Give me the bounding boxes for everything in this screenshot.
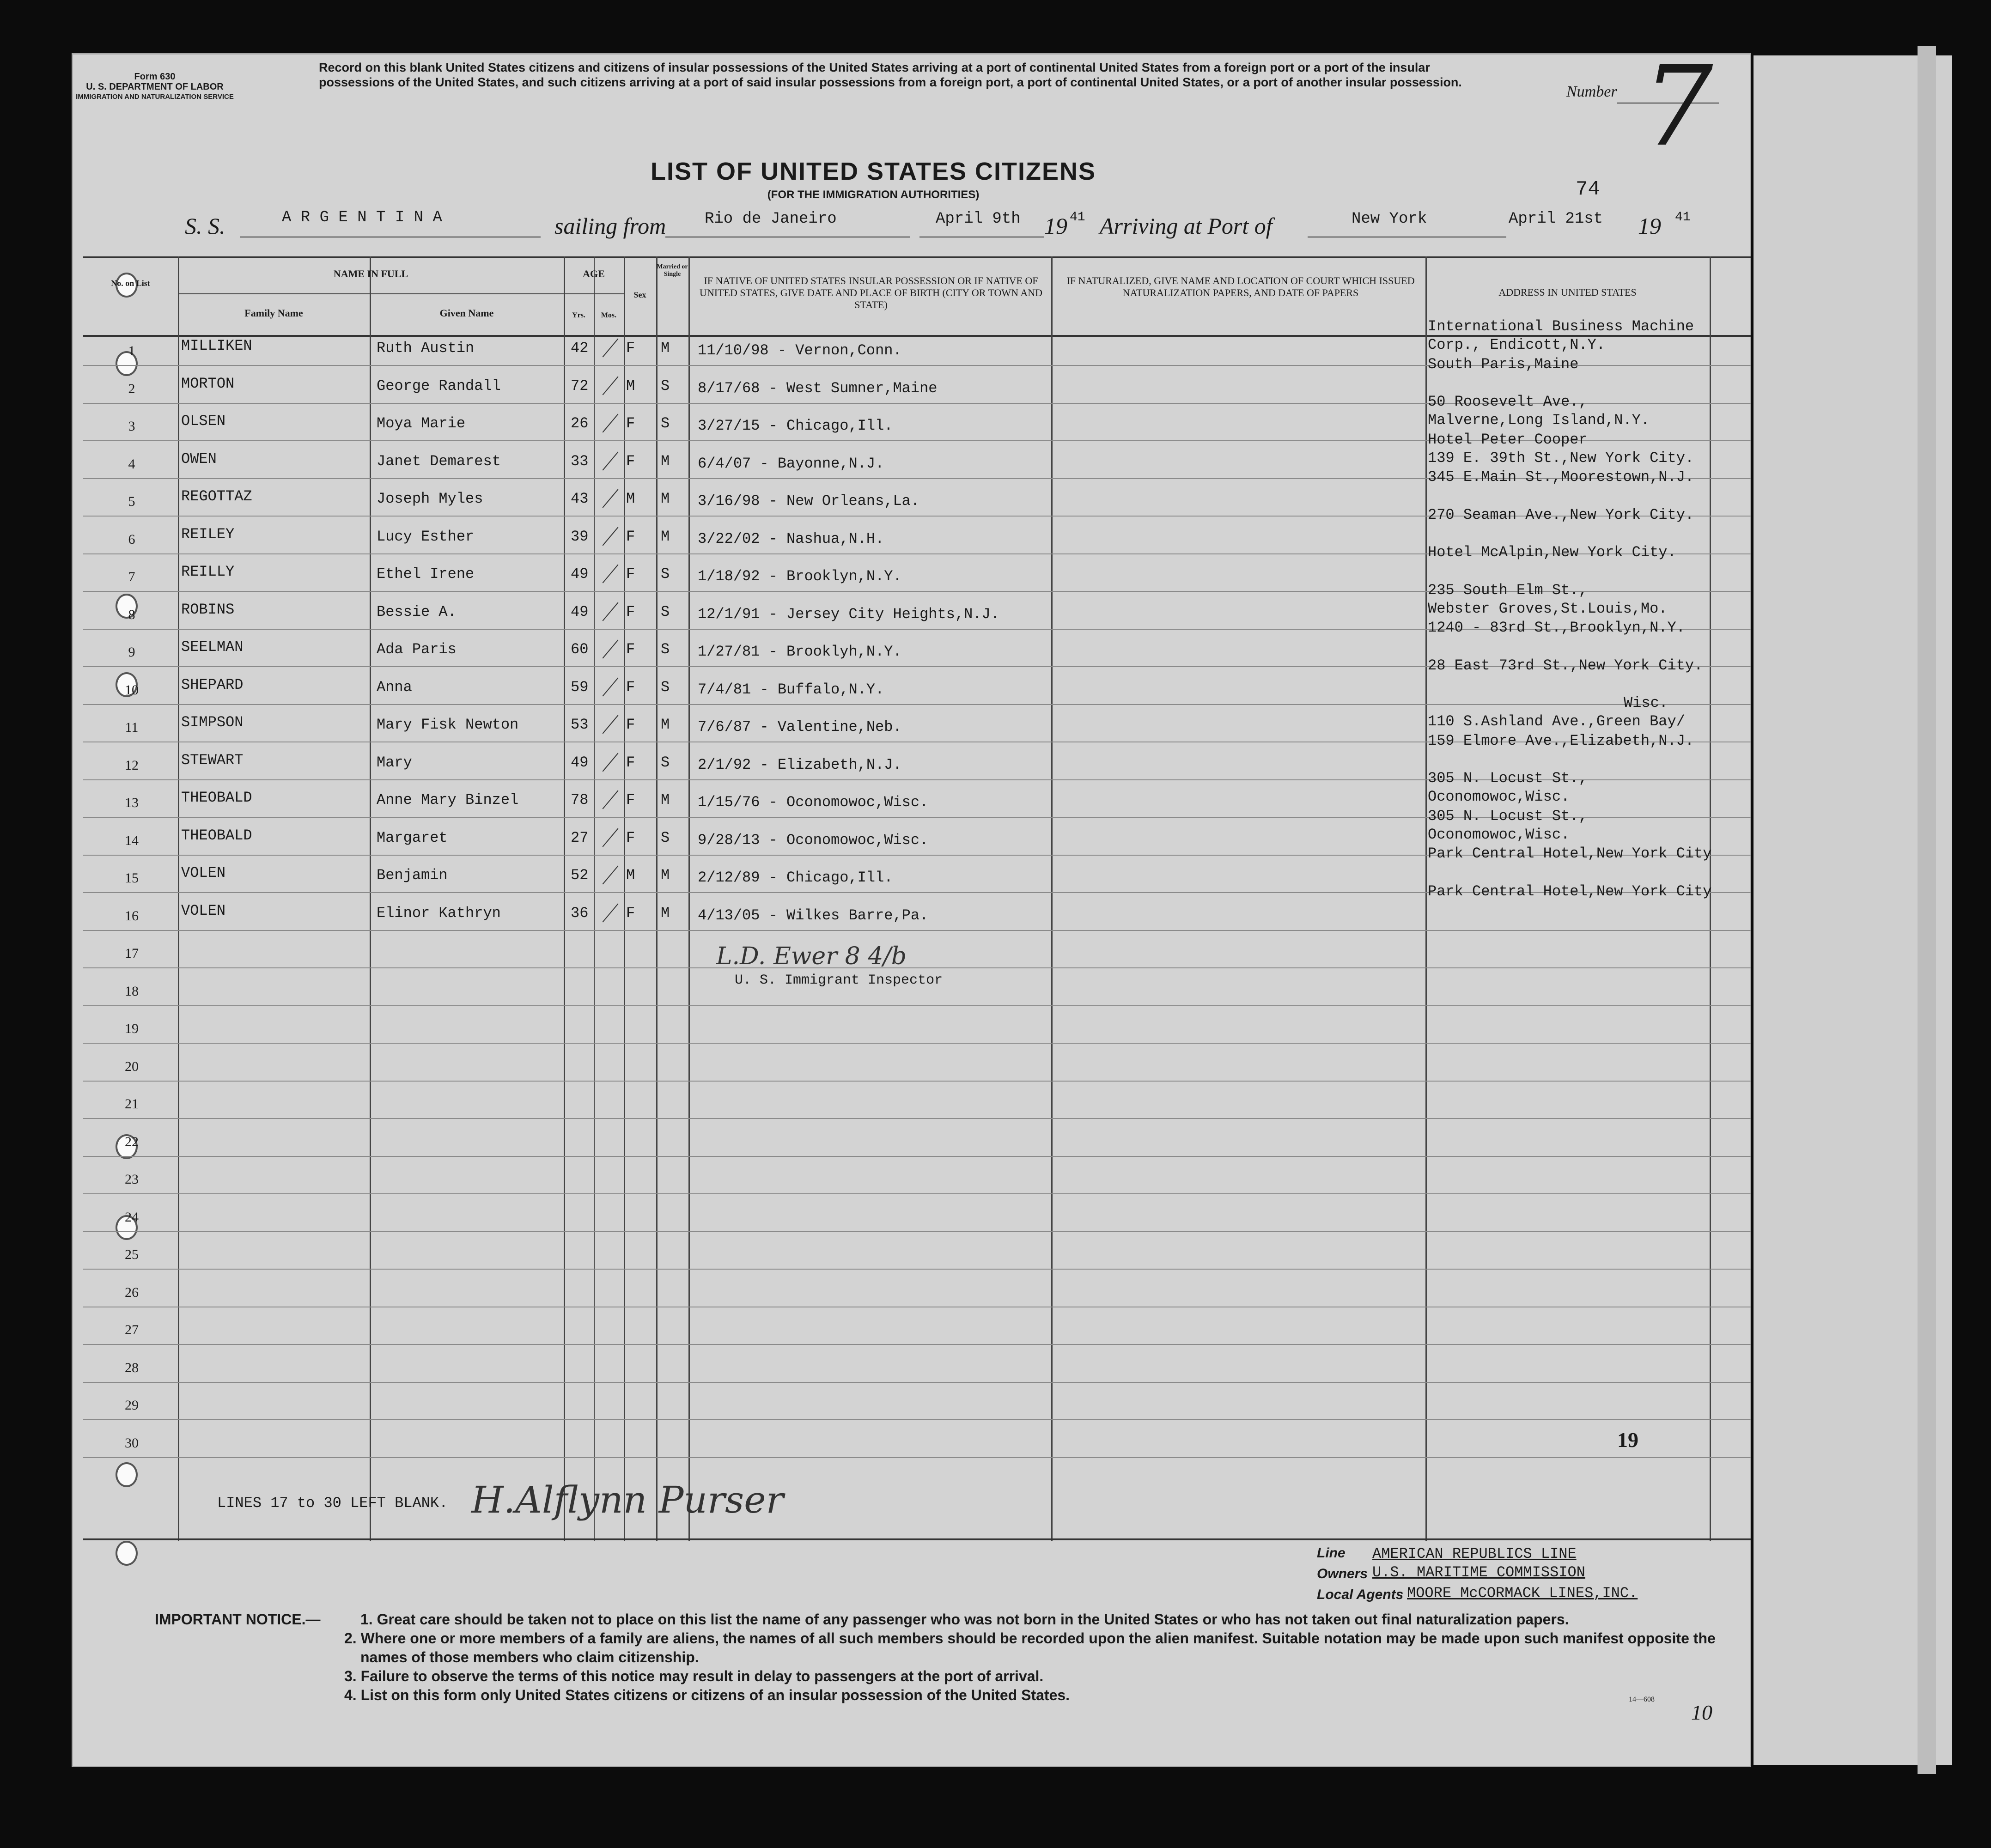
header-native: IF NATIVE OF UNITED STATES INSULAR POSSESSION OR IF NATIVE OF UNITED STATES, GIVE DATE AND PLACE OF BIRTH (CITY OR TOWN AND STATE) [699, 275, 1043, 310]
given-name: Ada Paris [377, 641, 457, 658]
family-name: MORTON [181, 375, 235, 392]
row-rule [83, 1382, 1751, 1383]
address-line-2: Oconomowoc,Wisc. [1428, 826, 1570, 843]
address-line-2: 110 S.Ashland Ave.,Green Bay/ [1428, 713, 1685, 730]
address [1428, 845, 1712, 863]
age-subheader-rule [564, 293, 624, 294]
address [1428, 807, 1588, 844]
given-name: Bessie A. [377, 603, 457, 620]
family-name: REGOTTAZ [181, 488, 252, 505]
marital-status: M [661, 867, 670, 884]
line-number: 23 [125, 1172, 139, 1187]
sex: F [626, 791, 635, 808]
address [1428, 769, 1588, 806]
family-name: VOLEN [181, 864, 226, 881]
line-number: 29 [125, 1398, 139, 1413]
row-rule [83, 1344, 1751, 1345]
birth-date-place: 12/1/91 - Jersey City Heights,N.J. [698, 605, 999, 623]
line-number: 30 [125, 1435, 139, 1451]
line-number: 18 [125, 983, 139, 999]
family-name: OLSEN [181, 413, 226, 430]
address [1428, 732, 1694, 750]
row-rule [83, 1193, 1751, 1194]
address-line-2: 139 E. 39th St.,New York City. [1428, 449, 1694, 467]
line-label: Line [1317, 1545, 1346, 1561]
family-name: SHEPARD [181, 676, 244, 693]
age-years: 36 [571, 904, 589, 922]
header-sex: Sex [633, 290, 646, 299]
table-top-rule [83, 256, 1751, 258]
age-years: 39 [571, 528, 589, 545]
birth-date-place: 2/1/92 - Elizabeth,N.J. [698, 756, 902, 773]
birth-date-place: 1/18/92 - Brooklyn,N.Y. [698, 568, 902, 585]
age-years: 53 [571, 716, 589, 733]
address-line-1: Wisc. [1623, 694, 1668, 711]
birth-date-place: 7/6/87 - Valentine,Neb. [698, 718, 902, 736]
row-rule [83, 1005, 1751, 1006]
marital-status: M [661, 490, 670, 507]
header-address: ADDRESS IN UNITED STATES [1498, 286, 1637, 298]
row-rule [83, 1156, 1751, 1157]
owners-label: Owners [1317, 1566, 1368, 1581]
line-value: AMERICAN REPUBLICS LINE [1372, 1545, 1577, 1562]
marital-status: M [661, 340, 670, 357]
age-years: 49 [571, 754, 589, 771]
line-number: 5 [128, 494, 135, 509]
sex: F [626, 754, 635, 771]
line-number: 11 [125, 720, 139, 735]
family-name: REILLY [181, 563, 235, 580]
form-number: Form 630 [134, 72, 176, 82]
given-name: Moya Marie [377, 415, 466, 432]
line-number: 24 [125, 1209, 139, 1225]
year2-prefix: 19 [1638, 213, 1661, 239]
col-divider [370, 256, 371, 1541]
arrive-date: April 21st [1509, 210, 1603, 228]
address [1428, 882, 1712, 901]
important-notice [155, 1610, 1717, 1705]
line-number: 7 [128, 569, 135, 584]
family-name: SEELMAN [181, 638, 244, 656]
birth-date-place: 9/28/13 - Oconomowoc,Wisc. [698, 831, 929, 849]
sex: F [626, 904, 635, 922]
row-rule [83, 1118, 1751, 1119]
sex: M [626, 867, 635, 884]
line-number: 22 [125, 1134, 139, 1149]
header-mos: Mos. [601, 311, 617, 319]
given-name: Margaret [377, 829, 448, 846]
age-years: 72 [571, 377, 589, 395]
line-number: 27 [125, 1322, 139, 1337]
address [1428, 393, 1650, 430]
line-number: 17 [125, 946, 139, 961]
age-years: 43 [571, 490, 589, 507]
address [1428, 694, 1685, 731]
col-divider [564, 256, 565, 1541]
marital-status: S [661, 754, 670, 771]
page-title: LIST OF UNITED STATES CITIZENS [651, 158, 1096, 185]
stamp-number: 74 [1576, 178, 1600, 201]
age-years: 49 [571, 603, 589, 620]
address-line-1: 235 South Elm St., [1428, 581, 1588, 599]
year1-suffix: 41 [1070, 210, 1085, 225]
arriving-label: Arriving at Port of [1100, 213, 1273, 239]
header-naturalized: IF NATURALIZED, GIVE NAME AND LOCATION OF COURT WHICH ISSUED NATURALIZATION PAPERS, AND DATE OF PAPERS [1066, 275, 1415, 298]
family-name: REILEY [181, 525, 235, 543]
ship-name: A R G E N T I N A [282, 209, 442, 226]
line-number: 21 [125, 1096, 139, 1112]
sex: F [626, 829, 635, 846]
sex: F [626, 340, 635, 357]
to-port: New York [1352, 210, 1427, 228]
given-name: Benjamin [377, 867, 448, 884]
birth-date-place: 2/12/89 - Chicago,Ill. [698, 869, 893, 886]
inspector-title: U. S. Immigrant Inspector [735, 973, 943, 988]
family-name: THEOBALD [181, 827, 252, 844]
line-number: 3 [128, 419, 135, 434]
address-line-2: Malverne,Long Island,N.Y. [1428, 412, 1650, 429]
instructions: Record on this blank United States citizens and citizens of insular possessions of the United States arriving at a port of continental United States from a foreign port or a port of the insular possessions of the United States, and such citizens arriving at a port of said insular possessions from a foreign port, a port of continental United States, or a port of another insular possession. [319, 61, 1462, 89]
address [1428, 468, 1694, 486]
address-line-1: 305 N. Locust St., [1428, 807, 1588, 825]
line-number: 26 [125, 1284, 139, 1300]
sheet-edge-far [1918, 46, 1936, 1774]
given-name: Elinor Kathryn [377, 904, 501, 922]
given-name: Ethel Irene [377, 565, 475, 583]
marital-status: M [661, 904, 670, 922]
col-divider [688, 256, 690, 1541]
marital-status: M [661, 791, 670, 808]
address [1428, 619, 1685, 637]
given-name: Mary Fisk Newton [377, 716, 519, 733]
notice-item-2: 2. Where one or more members of a family are aliens, the names of all such members should be recorded upon the alien manifest. Suitable notation may be made upon such manifest opposite the names of those members who claim citizenship. [344, 1630, 1716, 1666]
given-name: Anne Mary Binzel [377, 791, 519, 808]
address-line-2: South Paris,Maine [1428, 355, 1579, 373]
sailing-label: sailing from [554, 213, 666, 239]
birth-date-place: 3/16/98 - New Orleans,La. [698, 492, 920, 510]
notice-item-4: 4. List on this form only United States citizens or citizens of an insular possession of the United States. [344, 1687, 1070, 1703]
notice-item-1: IMPORTANT NOTICE.— 1. Great care should be taken not to place on this list the name of any passenger who was not born in the United States or who has not taken out final naturalization papers. [155, 1610, 1717, 1629]
notice-label: IMPORTANT NOTICE.— [155, 1611, 321, 1628]
line-number: 9 [128, 644, 135, 660]
birth-date-place: 1/15/76 - Oconomowoc,Wisc. [698, 794, 929, 811]
col-divider [1051, 256, 1053, 1541]
header-age: AGE [583, 268, 605, 280]
punch-hole [116, 1541, 138, 1566]
given-name: Anna [377, 678, 412, 696]
form-service: IMMIGRATION AND NATURALIZATION SERVICE [76, 93, 234, 101]
header-name-in-full: NAME IN FULL [333, 268, 408, 280]
purser-signature: H.Alflynn Purser [471, 1478, 784, 1521]
address-line-2: Park Central Hotel,New York City [1428, 845, 1712, 862]
address-line-2: Webster Groves,St.Louis,Mo. [1428, 600, 1668, 617]
ss-label: S. S. [185, 213, 225, 239]
number-value: 7 [1643, 42, 1713, 171]
sex: F [626, 565, 635, 583]
line-number: 25 [125, 1247, 139, 1262]
given-name: Mary [377, 754, 412, 771]
birth-date-place: 8/17/68 - West Sumner,Maine [698, 379, 938, 397]
birth-date-place: 11/10/98 - Vernon,Conn. [698, 342, 902, 359]
address [1428, 431, 1694, 468]
age-years: 27 [571, 829, 589, 846]
age-years: 33 [571, 452, 589, 470]
birth-date-place: 1/27/81 - Brooklyh,N.Y. [698, 643, 902, 660]
form-id [72, 72, 238, 102]
address [1428, 355, 1578, 374]
sail-date: April 9th [936, 210, 1021, 228]
birth-date-place: 7/4/81 - Buffalo,N.Y. [698, 681, 884, 698]
line-number: 12 [125, 757, 139, 773]
sex: M [626, 490, 635, 507]
table-bottom-rule [83, 1538, 1751, 1540]
form-department: U. S. DEPARTMENT OF LABOR [86, 82, 224, 92]
address [1428, 506, 1694, 524]
col-divider [594, 256, 595, 1541]
birth-date-place: 3/27/15 - Chicago,Ill. [698, 417, 893, 434]
header-yrs: Yrs. [572, 311, 585, 319]
address [1428, 317, 1694, 354]
given-name: Lucy Esther [377, 528, 475, 545]
line-number: 6 [128, 531, 135, 547]
col-divider [1425, 256, 1427, 1541]
corner-mark: 10 [1691, 1701, 1712, 1724]
address [1428, 581, 1667, 618]
birth-date-place: 3/22/02 - Nashua,N.H. [698, 530, 884, 547]
agents-value: MOORE McCORMACK LINES,INC. [1407, 1585, 1638, 1602]
line-number: 8 [128, 607, 135, 622]
line-number: 10 [125, 682, 139, 698]
given-name: Janet Demarest [377, 452, 501, 470]
marital-status: S [661, 678, 670, 696]
birth-date-place: 4/13/05 - Wilkes Barre,Pa. [698, 906, 929, 924]
notice-item-3: 3. Failure to observe the terms of this notice may result in delay to passengers at the port of arrival. [344, 1668, 1044, 1684]
address-line-2: Hotel McAlpin,New York City. [1428, 544, 1676, 561]
from-port: Rio de Janeiro [705, 210, 837, 228]
age-years: 60 [571, 641, 589, 658]
marital-status: M [661, 528, 670, 545]
sex: F [626, 603, 635, 620]
address-line-1: Hotel Peter Cooper [1428, 431, 1588, 448]
line-number: 2 [128, 381, 135, 396]
sex: F [626, 678, 635, 696]
row-rule [83, 1231, 1751, 1232]
family-name: MILLIKEN [181, 337, 252, 354]
address-line-1: 50 Roosevelt Ave., [1428, 393, 1588, 410]
family-name: VOLEN [181, 902, 226, 919]
age-years: 42 [571, 340, 589, 357]
header-no: No. on List [111, 279, 150, 288]
age-years: 26 [571, 415, 589, 432]
given-name: Joseph Myles [377, 490, 483, 507]
row-rule [83, 1457, 1751, 1458]
given-name: Ruth Austin [377, 340, 475, 357]
row-rule [83, 1269, 1751, 1270]
year1-prefix: 19 [1044, 213, 1067, 239]
family-name: ROBINS [181, 601, 235, 618]
address-line-2: 28 East 73rd St.,New York City. [1428, 657, 1703, 674]
agents-label: Local Agents [1317, 1587, 1404, 1602]
given-name: George Randall [377, 377, 501, 395]
marital-status: S [661, 377, 670, 395]
year2-suffix: 41 [1675, 210, 1691, 225]
row-rule [83, 1081, 1751, 1082]
owners-value: U.S. MARITIME COMMISSION [1372, 1564, 1585, 1581]
line-number: 15 [125, 870, 139, 886]
lines-left-blank: LINES 17 to 30 LEFT BLANK. [217, 1495, 448, 1512]
sex: F [626, 641, 635, 658]
address-line-2: 1240 - 83rd St.,Brooklyn,N.Y. [1428, 619, 1685, 636]
header-married: Married or Single [657, 263, 688, 278]
row-rule [83, 1043, 1751, 1044]
sex: M [626, 377, 635, 395]
line-number: 28 [125, 1360, 139, 1375]
col-divider [624, 256, 625, 1541]
passenger-count: 19 [1617, 1428, 1638, 1452]
corner-code: 14—608 [1629, 1696, 1655, 1703]
family-name: SIMPSON [181, 714, 244, 731]
marital-status: S [661, 829, 670, 846]
marital-status: M [661, 716, 670, 733]
marital-status: S [661, 565, 670, 583]
family-name: THEOBALD [181, 789, 252, 806]
address-line-2: 345 E.Main St.,Moorestown,N.J. [1428, 468, 1694, 486]
family-name: OWEN [181, 450, 217, 468]
address-line-2: Park Central Hotel,New York City [1428, 882, 1712, 900]
sex: F [626, 716, 635, 733]
line-number: 4 [128, 456, 135, 472]
line-number: 13 [125, 795, 139, 810]
address [1428, 657, 1703, 675]
line-number: 1 [128, 343, 135, 359]
line-number: 16 [125, 908, 139, 924]
address-line-1: 305 N. Locust St., [1428, 770, 1588, 787]
address-line-1: International Business Machine [1428, 318, 1694, 335]
row-rule [83, 1419, 1751, 1420]
header-family: Family Name [244, 307, 303, 319]
col-divider [178, 256, 179, 1541]
sex: F [626, 415, 635, 432]
address-line-2: 159 Elmore Ave.,Elizabeth,N.J. [1428, 732, 1694, 749]
page-subtitle: (FOR THE IMMIGRATION AUTHORITIES) [767, 188, 980, 201]
age-years: 78 [571, 791, 589, 808]
number-label: Number [1566, 83, 1617, 100]
age-years: 49 [571, 565, 589, 583]
line-number: 14 [125, 833, 139, 848]
sex: F [626, 528, 635, 545]
inspector-signature: L.D. Ewer 8 4/b [716, 942, 907, 970]
address [1428, 543, 1676, 562]
col-divider [656, 256, 658, 1541]
header-given: Given Name [439, 307, 494, 319]
age-years: 52 [571, 867, 589, 884]
marital-status: S [661, 415, 670, 432]
name-subheader-rule [178, 293, 564, 294]
address-line-2: Corp., Endicott,N.Y. [1428, 336, 1606, 353]
marital-status: S [661, 603, 670, 620]
row-rule [83, 967, 1751, 968]
address-line-2: 270 Seaman Ave.,New York City. [1428, 506, 1694, 523]
family-name: STEWART [181, 751, 244, 769]
marital-status: S [661, 641, 670, 658]
line-number: 20 [125, 1058, 139, 1074]
age-years: 59 [571, 678, 589, 696]
birth-date-place: 6/4/07 - Bayonne,N.J. [698, 455, 884, 472]
marital-status: M [661, 452, 670, 470]
address-line-2: Oconomowoc,Wisc. [1428, 788, 1570, 805]
row-rule [83, 930, 1751, 931]
sex: F [626, 452, 635, 470]
line-number: 19 [125, 1021, 139, 1036]
